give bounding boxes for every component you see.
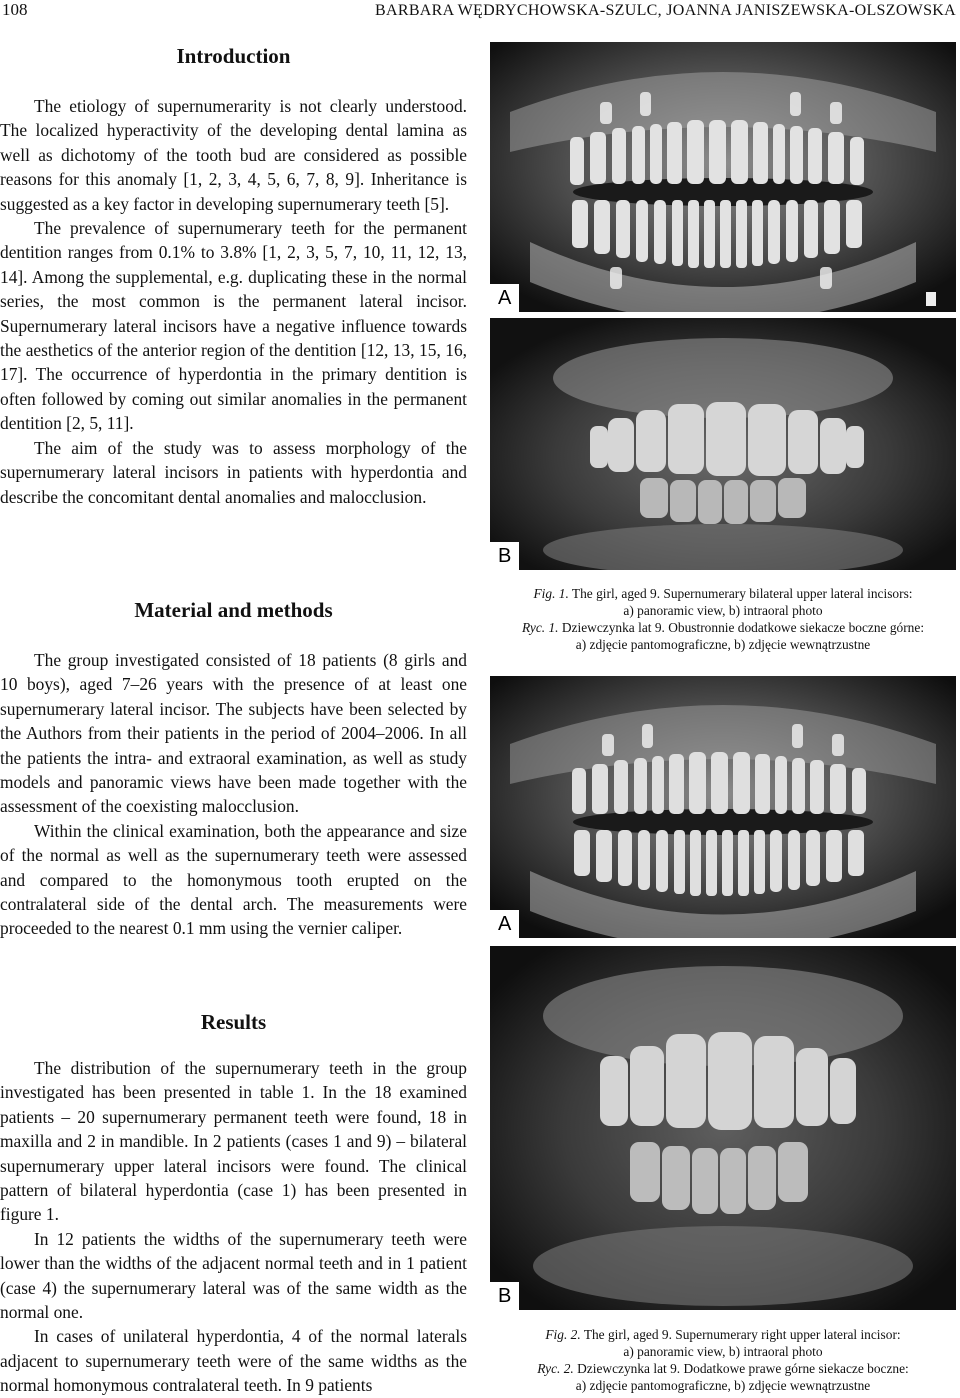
results-body: [0, 1056, 467, 1398]
figure-2-caption-pl-text: Dziewczynka lat 9. Dodatkowe prawe górne siekacze boczne:: [577, 1361, 909, 1376]
figure-2-caption-pl: [490, 1360, 956, 1377]
panoramic-xray-image: [490, 42, 956, 312]
panoramic-xray-image: [490, 676, 956, 938]
methods-paragraph-1: The group investigated consisted of 18 patients (8 girls and 10 boys), aged 7–26 years with the presence of at least one supernumerary lateral incisor. The subjects have been selected by the Authors from their patients in the period of 2004–2006. In all the patients the intra- and extraoral examination, as well as study models and panoramic views have been made together with the assessment of the coexisting malocclusion.: [0, 650, 467, 817]
methods-paragraph-2: Within the clinical examination, both the appearance and size of the normal as well as the supernumerary teeth were assessed and compared to the homonymous tooth erupted on the contralateral side of the dental arch. The measurements were proceeded to the nearest 0.1 mm using the vernier caliper.: [0, 820, 467, 939]
figure-2-caption-en-text: The girl, aged 9. Supernumerary right upper lateral incisor:: [583, 1327, 901, 1342]
figure-1-caption-en-label: Fig. 1.: [533, 586, 569, 601]
figure-1-caption-en: [490, 585, 956, 602]
introduction-paragraph-3: The aim of the study was to assess morphology of the supernumerary lateral incisors in patients with hyperdontia and describe the concomitant dental anomalies and malocclusion.: [0, 437, 467, 507]
figure-1-caption-pl-text-2: a) zdjęcie pantomograficzne, b) zdjęcie wewnątrzustne: [575, 637, 871, 652]
figure-1-caption-en-text: The girl, aged 9. Supernumerary bilateral upper lateral incisors:: [571, 586, 913, 601]
intraoral-photo-image: [490, 946, 956, 1310]
results-paragraph-2: In 12 patients the widths of the supernumerary teeth were lower than the widths of the adjacent normal teeth and in 1 patient (case 4) the supernumerary lateral was of the same width as the normal one.: [0, 1228, 467, 1323]
figure-2-caption: [490, 1326, 956, 1394]
figure-2-panoramic-xray: [490, 676, 956, 938]
figure-1-panel-a-label: A: [490, 284, 519, 312]
results-paragraph-3: In cases of unilateral hyperdontia, 4 of the normal laterals adjacent to supernumerary teeth were of the same widths as the normal homonymous contralateral teeth. In 9 patients: [0, 1326, 467, 1396]
figure-1-caption-pl-label: Ryc. 1.: [521, 620, 559, 635]
figure-1-panel-b-label: B: [490, 542, 519, 570]
figure-2-panel-a-label: A: [490, 910, 519, 938]
methods-heading: Material and methods: [134, 598, 333, 622]
figure-1-caption: [490, 585, 956, 653]
running-head: BARBARA WĘDRYCHOWSKA-SZULC, JOANNA JANISZEWSKA-OLSZOWSKA: [375, 2, 956, 19]
figure-1-caption-pl-text: Dziewczynka lat 9. Obustronnie dodatkowe siekacze boczne górne:: [561, 620, 925, 635]
figure-2-caption-pl-label: Ryc. 2.: [537, 1361, 574, 1376]
figure-1-caption-en-text-2: a) panoramic view, b) intraoral photo: [623, 603, 823, 618]
introduction-paragraph-1: The etiology of supernumerarity is not clearly understood. The localized hyperactivity of the developing dental lamina as well as dichotomy of the tooth bud are considered as possible reasons for this anomaly [1, 2, 3, 4, 5, 6, 7, 8, 9]. Inheritance is suggested as a key factor in developing supernumerary teeth [5].: [0, 96, 467, 214]
figure-2-caption-pl-text-2: a) zdjęcie pantomograficzne, b) zdjęcie wewnątrzustne: [575, 1378, 871, 1393]
methods-body: [0, 648, 467, 941]
figure-1-panoramic-xray: [490, 42, 956, 312]
figure-2-intraoral-photo: [490, 946, 956, 1310]
introduction-paragraph-2: The prevalence of supernumerary teeth for the permanent dentition ranges from 0.1% to 3.8% [1, 2, 3, 5, 7, 10, 11, 12, 13, 14]. Among the supplemental, e.g. duplicating these in the normal series, the most common is the permanent lateral incisor. Supernumerary lateral incisors have a negative influence towards the aesthetics of the anterior region of the dentition [12, 13, 15, 16, 17]. The occurrence of hyperdontia in the primary dentition is often followed by coming out similar anomalies in the permanent dentition [2, 5, 11].: [0, 218, 467, 434]
results-paragraph-1: The distribution of the supernumerary teeth in the group investigated has been presented in table 1. In the 18 examined patients – 20 supernumerary permanent teeth were found, 18 in maxilla and 2 in mandible. In 2 patients (cases 1 and 9) – bilateral supernumerary upper lateral incisors were found. The clinical pattern of bilateral hyperdontia (case 1) has been presented in figure 1.: [0, 1058, 467, 1225]
figure-2-caption-en-text-2: a) panoramic view, b) intraoral photo: [623, 1344, 823, 1359]
introduction-body: [0, 94, 467, 509]
figure-2-caption-en-label: Fig. 2.: [545, 1327, 581, 1342]
intraoral-photo-image: [490, 318, 956, 570]
figure-2-caption-en: [490, 1326, 956, 1343]
results-heading: Results: [200, 1010, 267, 1034]
page-number: 108: [2, 0, 28, 19]
figure-1-intraoral-photo: [490, 318, 956, 570]
figure-1-caption-pl: [490, 619, 956, 636]
figure-2-panel-b-label: B: [490, 1282, 519, 1310]
introduction-heading: Introduction: [176, 44, 291, 68]
